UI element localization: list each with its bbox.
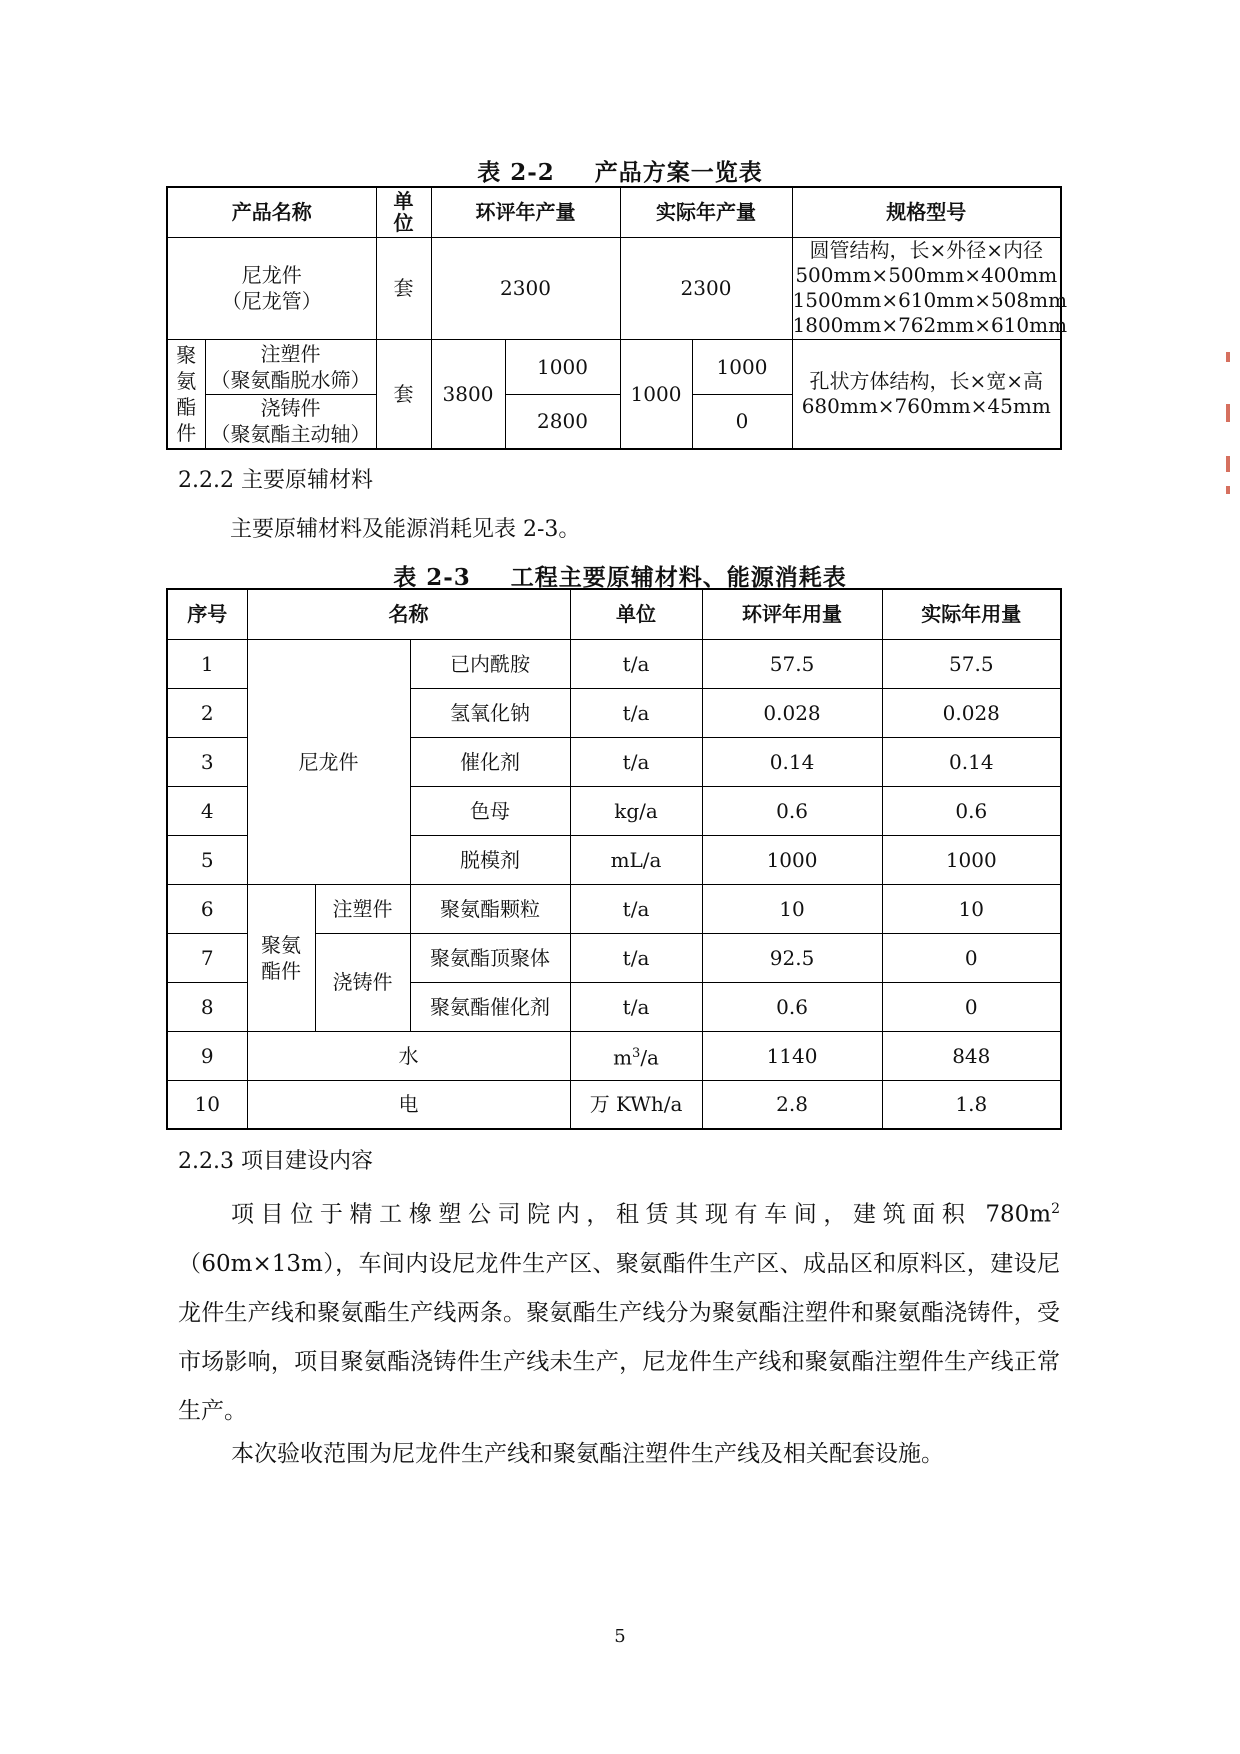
subgroup-casting: 浇铸件 <box>315 933 410 1031</box>
row-item: 脱模剂 <box>410 835 570 884</box>
table-row <box>167 639 1061 688</box>
table-row <box>167 1080 1061 1129</box>
product-pu-injection-eia: 1000 <box>505 339 620 394</box>
paragraph-acceptance-scope: 本次验收范围为尼龙件生产线和聚氨酯注塑件生产线及相关配套设施。 <box>231 1441 944 1467</box>
product-pu-actual-total: 1000 <box>620 339 692 449</box>
row-actual: 0 <box>882 982 1061 1031</box>
table-row <box>167 237 1061 339</box>
row-item: 催化剂 <box>410 737 570 786</box>
unit-base: m <box>613 1045 633 1070</box>
header-spec: 规格型号 <box>792 187 1061 237</box>
header-unit: 单 位 <box>376 187 431 237</box>
row-actual: 10 <box>882 884 1061 933</box>
row-actual: 57.5 <box>882 639 1061 688</box>
product-pu-injection-name: 注塑件 （聚氨酯脱水筛） <box>205 339 376 394</box>
header-eia-usage: 环评年用量 <box>702 589 882 639</box>
product-pu-unit: 套 <box>376 339 431 449</box>
row-unit: mL/a <box>570 835 702 884</box>
table-header-row <box>167 589 1061 639</box>
table-row <box>167 884 1061 933</box>
row-eia: 0.14 <box>702 737 882 786</box>
row-unit: 万 KWh/a <box>570 1080 702 1129</box>
row-item: 聚氨酯颗粒 <box>410 884 570 933</box>
margin-scan-mark <box>1226 352 1230 362</box>
product-nylon-actual: 2300 <box>620 237 792 339</box>
section-heading-2-2-2: 2.2.2 主要原辅材料 <box>178 468 373 493</box>
row-eia: 0.6 <box>702 786 882 835</box>
row-eia: 57.5 <box>702 639 882 688</box>
header-eia-output: 环评年产量 <box>431 187 620 237</box>
row-unit: t/a <box>570 737 702 786</box>
row-no: 7 <box>167 933 247 982</box>
row-unit: t/a <box>570 933 702 982</box>
row-no: 3 <box>167 737 247 786</box>
row-item: 氢氧化钠 <box>410 688 570 737</box>
row-actual: 848 <box>882 1031 1061 1080</box>
product-nylon-spec: 圆管结构，长×外径×内径 500mm×500mm×400mm 1500mm×610mm×508mm 1800mm×762mm×610mm <box>792 238 1068 337</box>
row-eia: 2.8 <box>702 1080 882 1129</box>
row-unit: t/a <box>570 639 702 688</box>
row-eia: 0.6 <box>702 982 882 1031</box>
materials-energy-table <box>166 588 1062 1130</box>
product-nylon-eia: 2300 <box>431 237 620 339</box>
row-unit: t/a <box>570 884 702 933</box>
table-2-3-number: 表 2-3 <box>393 564 471 591</box>
paragraph-construction-part-a: 项目位于精工橡塑公司院内，租赁其现有车间，建筑面积 780m <box>231 1201 1052 1228</box>
product-nylon-name: 尼龙件 （尼龙管） <box>167 237 376 339</box>
table-row <box>167 339 1061 394</box>
row-no: 1 <box>167 639 247 688</box>
row-actual: 0.14 <box>882 737 1061 786</box>
row-item: 色母 <box>410 786 570 835</box>
product-pu-casting-name: 浇铸件 （聚氨酯主动轴） <box>205 394 376 449</box>
row-unit: t/a <box>570 982 702 1031</box>
row-item: 聚氨酯催化剂 <box>410 982 570 1031</box>
row-actual: 0 <box>882 933 1061 982</box>
margin-scan-mark <box>1226 404 1230 422</box>
unit-tail: /a <box>640 1045 659 1070</box>
unit-superscript: 3 <box>632 1045 641 1061</box>
row-actual: 1.8 <box>882 1080 1061 1129</box>
row-no: 9 <box>167 1031 247 1080</box>
row-eia: 10 <box>702 884 882 933</box>
row-item: 电 <box>247 1080 570 1129</box>
product-pu-casting-eia: 2800 <box>505 394 620 449</box>
group-polyurethane: 聚氨 酯件 <box>247 884 315 1031</box>
table-2-2-title: 产品方案一览表 <box>594 159 763 186</box>
row-item: 水 <box>247 1031 570 1080</box>
row-no: 2 <box>167 688 247 737</box>
header-unit: 单位 <box>570 589 702 639</box>
row-no: 10 <box>167 1080 247 1129</box>
margin-scan-mark <box>1226 486 1230 494</box>
product-pu-casting-actual: 0 <box>692 394 792 449</box>
area-superscript: 2 <box>1051 1201 1060 1217</box>
paragraph-construction <box>178 1185 1060 1436</box>
product-pu-eia-total: 3800 <box>431 339 505 449</box>
paragraph-construction-part-b: （60m×13m），车间内设尼龙件生产区、聚氨酯件生产区、成品区和原料区，建设尼龙件生产线和聚氨酯生产线两条。聚氨酯生产线分为聚氨酯注塑件和聚氨酯浇铸件，受市场影响，项目聚氨酯浇铸件生产线未生产，尼龙件生产线和聚氨酯注塑件生产线正常生产。 <box>178 1250 1060 1424</box>
row-unit: kg/a <box>570 786 702 835</box>
table-2-2-number: 表 2-2 <box>477 159 555 186</box>
row-actual: 1000 <box>882 835 1061 884</box>
page-number: 5 <box>614 1626 626 1647</box>
row-actual: 0.6 <box>882 786 1061 835</box>
row-eia: 1140 <box>702 1031 882 1080</box>
row-eia: 0.028 <box>702 688 882 737</box>
row-eia: 1000 <box>702 835 882 884</box>
table-row <box>167 1031 1061 1080</box>
row-unit <box>570 1031 702 1080</box>
row-item: 聚氨酯顶聚体 <box>410 933 570 982</box>
row-unit: t/a <box>570 688 702 737</box>
product-nylon-unit: 套 <box>376 237 431 339</box>
row-no: 4 <box>167 786 247 835</box>
section-heading-2-2-3: 2.2.3 项目建设内容 <box>178 1149 373 1174</box>
product-plan-table <box>166 186 1068 450</box>
row-actual: 0.028 <box>882 688 1061 737</box>
row-no: 5 <box>167 835 247 884</box>
header-no: 序号 <box>167 589 247 639</box>
product-pu-group: 聚 氨 酯 件 <box>167 339 205 449</box>
subgroup-injection: 注塑件 <box>315 884 410 933</box>
section-intro-2-2-2: 主要原辅材料及能源消耗见表 2-3。 <box>230 517 581 542</box>
product-pu-spec: 孔状方体结构，长×宽×高 680mm×760mm×45mm <box>792 339 1061 449</box>
header-actual-usage: 实际年用量 <box>882 589 1061 639</box>
table-2-3-title: 工程主要原辅材料、能源消耗表 <box>510 564 847 591</box>
product-pu-injection-actual: 1000 <box>692 339 792 394</box>
table-2-2-caption <box>0 154 1240 187</box>
header-name: 名称 <box>247 589 570 639</box>
header-product-name: 产品名称 <box>167 187 376 237</box>
row-item: 已内酰胺 <box>410 639 570 688</box>
table-header-row <box>167 187 1061 237</box>
row-no: 8 <box>167 982 247 1031</box>
margin-scan-mark <box>1226 456 1230 472</box>
header-actual-output: 实际年产量 <box>620 187 792 237</box>
row-eia: 92.5 <box>702 933 882 982</box>
group-nylon: 尼龙件 <box>247 639 410 884</box>
row-no: 6 <box>167 884 247 933</box>
